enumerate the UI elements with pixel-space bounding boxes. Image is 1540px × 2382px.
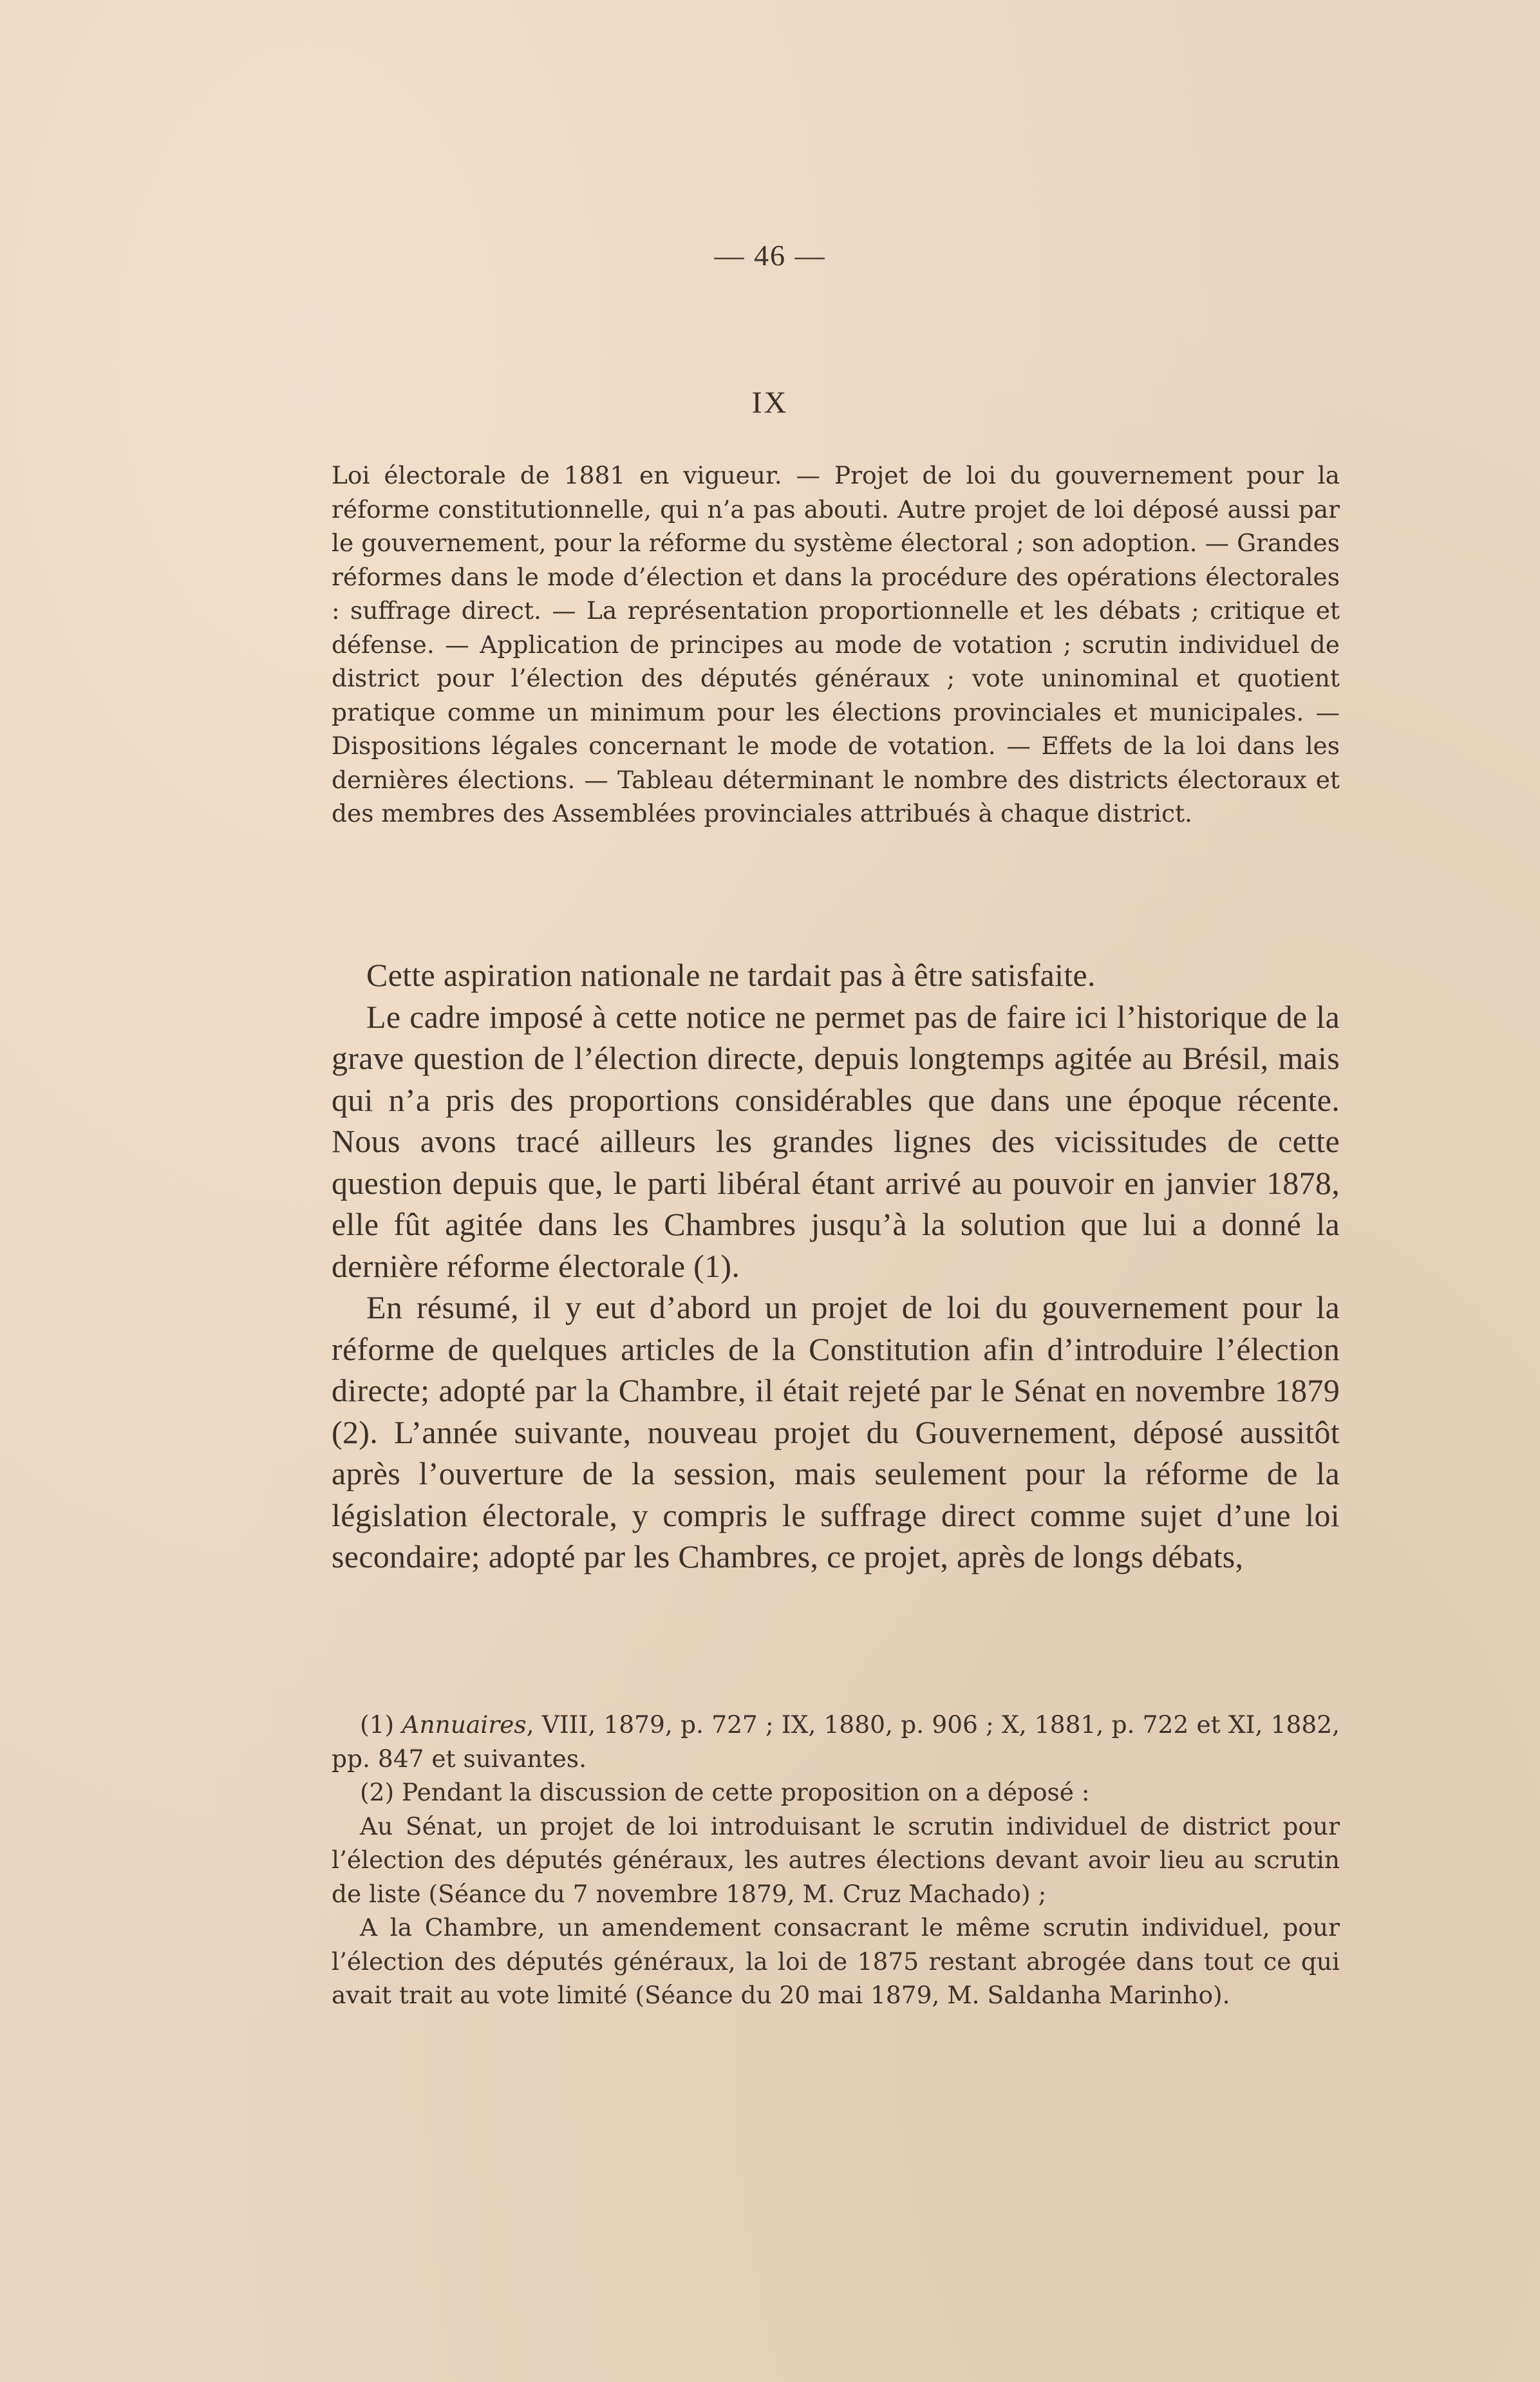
footnote-1-title: Annuaires [402,1710,527,1739]
footnote-2-senat: Au Sénat, un projet de loi introduisant le scrutin individuel de district pour l’élection des députés généraux, les autres élections devant avoir lieu au scrutin de liste (Séance du 7 novembre 1879, M. Cruz Machado) ; [332,1811,1340,1908]
footnote-2-chambre: A la Chambre, un amendement consacrant le même scrutin individuel, pour l’élection des députés généraux, la loi de 1875 restant abrogée dans tout ce qui avait trait au vote limité (Séance du 20 mai 1879, M. Saldanha Marinho). [332,1913,1340,2009]
page-number: — 46 — [714,239,826,272]
footnotes [332,1708,1340,2012]
paragraph-2: Le cadre imposé à cette notice ne permet pas de faire ici l’historique de la grave question de l’élection directe, depuis longtemps agitée au Brésil, mais qui n’a pris des proportions considérables que dans une époque récente. Nous avons tracé ailleurs les grandes lignes des vicissitudes de cette question depuis que, le parti libéral étant arrivé au pouvoir en janvier 1878, elle fût agitée dans les Chambres jusqu’à la solution que lui a donné la dernière réforme électorale (1). [332,998,1340,1284]
body-text [332,954,1340,1578]
chapter-summary [332,458,1340,831]
footnote-1-text: , VIII, 1879, p. 727 ; IX, 1880, p. 906 ; X, 1881, p. 722 et XI, 1882, pp. 847 et suivantes. [332,1710,1340,1773]
footnote-1 [332,1708,1340,1775]
paragraph-3: En résumé, il y eut d’abord un projet de loi du gouvernement pour la réforme de quelques articles de la Constitution afin d’introduire l’élection directe; adopté par la Chambre, il était rejeté par le Sénat en novembre 1879 (2). L’année suivante, nouveau projet du Gouvernement, déposé aussitôt après l’ouverture de la session, mais seulement pour la réforme de la législation électorale, y compris le suffrage direct comme sujet d’une loi secondaire; adopté par les Chambres, ce projet, après de longs débats, [332,1289,1340,1574]
footnote-1-prefix: (1) [360,1710,402,1739]
paragraph-1: Cette aspiration nationale ne tardait pas à être satisfaite. [366,957,1096,993]
summary-text: Loi électorale de 1881 en vigueur. — Projet de loi du gouvernement pour la réforme constitutionnelle, qui n’a pas abouti. Autre projet de loi déposé aussi par le gouvernement, pour la réforme du système électoral ; son adoption. — Grandes réformes dans le mode d’élection et dans la procédure des opérations électorales : suffrage direct. — La représentation proportionnelle et les débats ; critique et défense. — Application de principes au mode de votation ; scrutin individuel de district pour l’élection des députés généraux ; vote uninominal et quotient pratique comme un minimum pour les élections provinciales et municipales. — Dispositions légales concernant le mode de votation. — Effets de la loi dans les dernières élections. — Tableau déterminant le nombre des districts électoraux et des membres des Assemblées provinciales attribués à chaque district. [332,461,1340,827]
chapter-heading: IX [751,386,789,420]
footnote-2-intro: (2) Pendant la discussion de cette proposition on a déposé : [360,1778,1090,1806]
